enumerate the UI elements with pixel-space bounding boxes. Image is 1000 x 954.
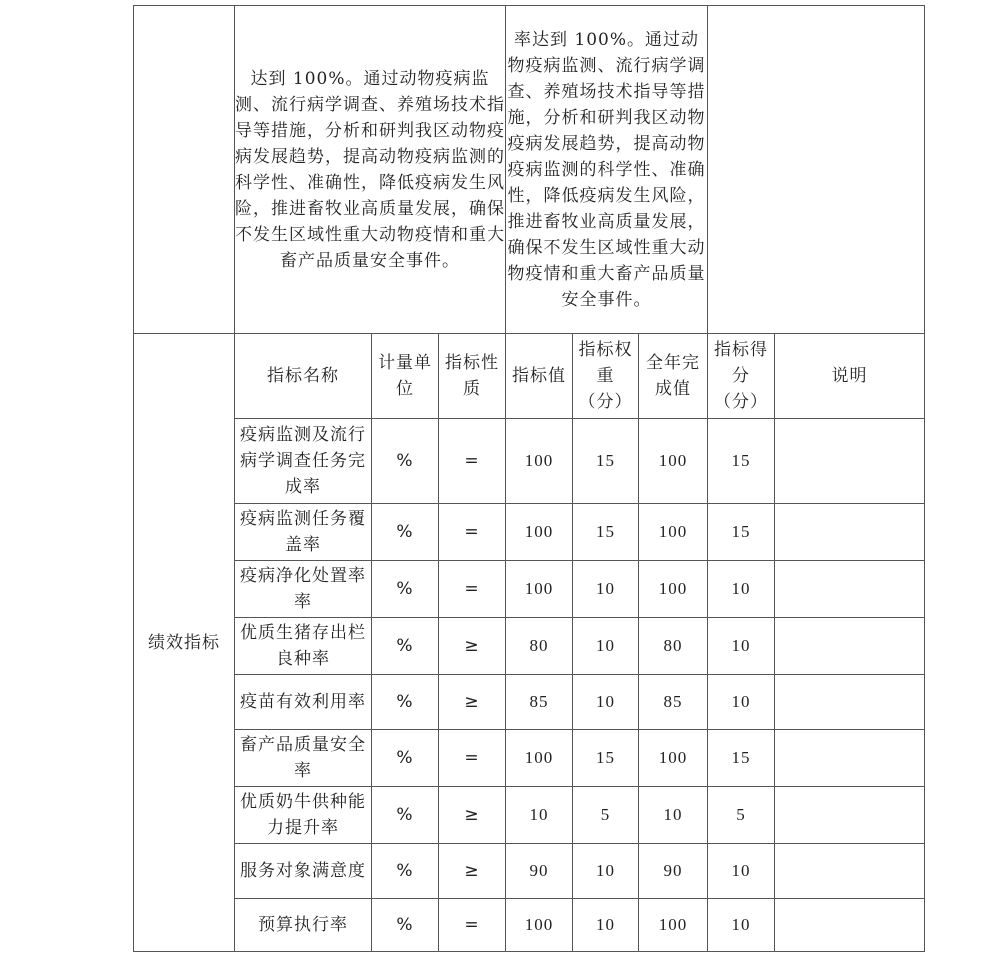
goals-label-cell	[134, 6, 235, 334]
indicator-nature: =	[439, 504, 506, 561]
table-row	[134, 561, 925, 618]
indicator-nature: =	[439, 730, 506, 787]
actual-goal-cell: 率达到 100%。通过动物疫病监测、流行病学调查、养殖场技术指导等措施，分析和研判我区动物疫病发展趋势，提高动物疫病监测的科学性、准确性，降低疫病发生风险，推进畜牧业高质量发展，确保不发生区域性重大动物疫情和重大畜产品质量安全事件。	[506, 6, 708, 334]
indicator-name: 服务对象满意度	[235, 844, 372, 899]
indicator-score: 15	[708, 419, 775, 504]
indicator-unit: %	[372, 419, 439, 504]
performance-table	[133, 5, 925, 952]
indicator-weight: 15	[573, 419, 639, 504]
indicator-actual: 100	[639, 561, 708, 618]
indicator-weight: 10	[573, 844, 639, 899]
table-row	[134, 504, 925, 561]
indicator-unit: %	[372, 504, 439, 561]
indicator-unit: %	[372, 844, 439, 899]
indicator-target: 10	[506, 787, 573, 844]
indicator-target: 80	[506, 618, 573, 675]
indicator-actual: 100	[639, 730, 708, 787]
indicator-target: 100	[506, 419, 573, 504]
goals-row	[134, 6, 925, 334]
header-name: 指标名称	[235, 334, 372, 419]
section-label: 绩效指标	[134, 334, 235, 952]
indicator-weight: 10	[573, 899, 639, 952]
table-row	[134, 618, 925, 675]
indicator-actual: 100	[639, 419, 708, 504]
table-row	[134, 419, 925, 504]
indicator-score: 10	[708, 844, 775, 899]
indicator-note	[775, 419, 925, 504]
indicator-weight: 5	[573, 787, 639, 844]
indicator-weight: 10	[573, 675, 639, 730]
table-row	[134, 675, 925, 730]
indicator-note	[775, 787, 925, 844]
indicator-name: 疫病净化处置率率	[235, 561, 372, 618]
indicator-target: 90	[506, 844, 573, 899]
indicator-nature: ≥	[439, 844, 506, 899]
header-unit: 计量单位	[372, 334, 439, 419]
indicator-note	[775, 730, 925, 787]
indicator-nature: =	[439, 561, 506, 618]
indicator-name: 疫病监测及流行病学调查任务完成率	[235, 419, 372, 504]
indicator-target: 100	[506, 561, 573, 618]
indicator-unit: %	[372, 730, 439, 787]
header-weight: 指标权重（分）	[573, 334, 639, 419]
indicator-name: 优质奶牛供种能力提升率	[235, 787, 372, 844]
indicator-unit: %	[372, 675, 439, 730]
goals-note-cell	[708, 6, 925, 334]
indicator-actual: 90	[639, 844, 708, 899]
indicator-note	[775, 561, 925, 618]
table-row	[134, 730, 925, 787]
indicator-weight: 10	[573, 561, 639, 618]
indicator-name: 畜产品质量安全率	[235, 730, 372, 787]
indicator-actual: 100	[639, 504, 708, 561]
indicator-score: 10	[708, 899, 775, 952]
indicator-note	[775, 504, 925, 561]
header-row	[134, 334, 925, 419]
header-actual: 全年完成值	[639, 334, 708, 419]
indicator-actual: 100	[639, 899, 708, 952]
indicator-unit: %	[372, 899, 439, 952]
indicator-target: 100	[506, 899, 573, 952]
indicator-target: 100	[506, 504, 573, 561]
indicator-weight: 15	[573, 730, 639, 787]
indicator-actual: 80	[639, 618, 708, 675]
indicator-score: 10	[708, 618, 775, 675]
indicator-score: 10	[708, 561, 775, 618]
indicator-name: 疫苗有效利用率	[235, 675, 372, 730]
indicator-score: 10	[708, 675, 775, 730]
indicator-note	[775, 618, 925, 675]
indicator-name: 预算执行率	[235, 899, 372, 952]
indicator-unit: %	[372, 618, 439, 675]
indicator-weight: 10	[573, 618, 639, 675]
indicator-note	[775, 844, 925, 899]
indicator-unit: %	[372, 787, 439, 844]
indicator-weight: 15	[573, 504, 639, 561]
indicator-nature: =	[439, 419, 506, 504]
indicator-nature: ≥	[439, 787, 506, 844]
indicator-name: 疫病监测任务覆盖率	[235, 504, 372, 561]
indicator-note	[775, 899, 925, 952]
indicator-nature: ≥	[439, 618, 506, 675]
indicator-score: 5	[708, 787, 775, 844]
planned-goal-cell: 达到 100%。通过动物疫病监测、流行病学调查、养殖场技术指导等措施，分析和研判我区动物疫病发展趋势，提高动物疫病监测的科学性、准确性，降低疫病发生风险，推进畜牧业高质量发展，确保不发生区域性重大动物疫情和重大畜产品质量安全事件。	[235, 6, 506, 334]
indicator-actual: 10	[639, 787, 708, 844]
indicator-target: 100	[506, 730, 573, 787]
indicator-target: 85	[506, 675, 573, 730]
table-row	[134, 787, 925, 844]
indicator-score: 15	[708, 730, 775, 787]
table-row	[134, 899, 925, 952]
indicator-name: 优质生猪存出栏良种率	[235, 618, 372, 675]
indicator-nature: ≥	[439, 675, 506, 730]
indicator-nature: =	[439, 899, 506, 952]
indicator-score: 15	[708, 504, 775, 561]
table-row	[134, 844, 925, 899]
header-note: 说明	[775, 334, 925, 419]
header-score: 指标得分（分）	[708, 334, 775, 419]
indicator-actual: 85	[639, 675, 708, 730]
indicator-note	[775, 675, 925, 730]
indicator-unit: %	[372, 561, 439, 618]
header-target: 指标值	[506, 334, 573, 419]
header-nature: 指标性质	[439, 334, 506, 419]
